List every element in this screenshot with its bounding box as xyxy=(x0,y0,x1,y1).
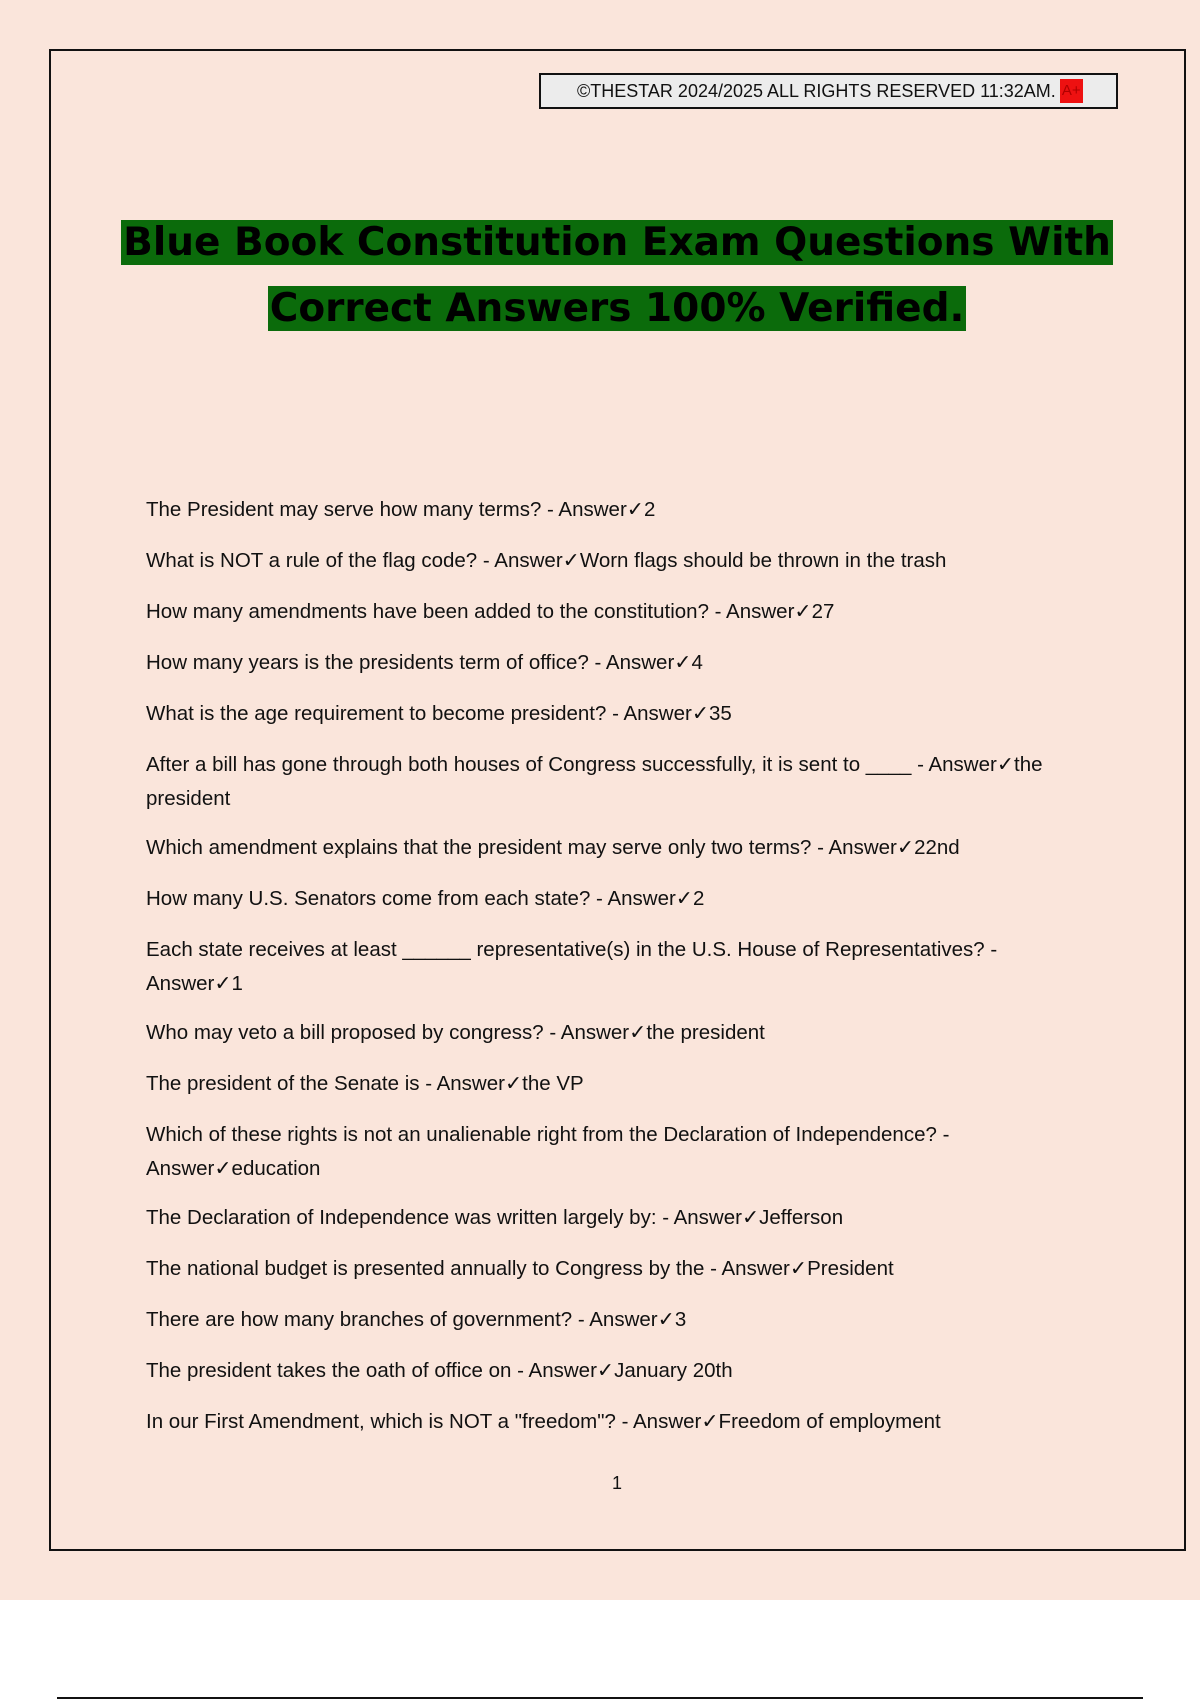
qa-answer: Worn flags should be thrown in the trash xyxy=(579,549,947,572)
qa-answer: President xyxy=(807,1257,894,1280)
check-mark-icon: ✓ xyxy=(504,1072,523,1095)
qa-question: The president of the Senate is - Answer xyxy=(146,1072,505,1095)
page-number: 1 xyxy=(611,1473,622,1493)
qa-item xyxy=(146,831,1046,865)
qa-answer: 35 xyxy=(709,702,732,725)
qa-question: How many years is the presidents term of office? - Answer xyxy=(146,651,675,674)
qa-item xyxy=(146,1354,1046,1388)
check-mark-icon: ✓ xyxy=(896,836,915,859)
qa-item xyxy=(146,1016,1046,1050)
qa-answer: the VP xyxy=(522,1072,584,1095)
check-mark-icon: ✓ xyxy=(789,1257,808,1280)
qa-item xyxy=(146,697,1046,731)
title-line-2: Correct Answers 100% Verified. xyxy=(269,286,965,331)
qa-item xyxy=(146,1252,1046,1286)
qa-question: Which of these rights is not an unalienable right from the Declaration of Independence? - Answer xyxy=(146,1123,950,1180)
qa-item xyxy=(146,1201,1046,1235)
qa-answer: January 20th xyxy=(614,1359,733,1382)
check-mark-icon: ✓ xyxy=(675,887,693,910)
qa-item xyxy=(146,544,1046,578)
grade-badge: A+ xyxy=(1060,79,1083,103)
qa-question: Which amendment explains that the president may serve only two terms? - Answer xyxy=(146,836,897,859)
qa-answer: Jefferson xyxy=(759,1206,844,1229)
qa-question: There are how many branches of government? - Answer xyxy=(146,1308,658,1331)
check-mark-icon: ✓ xyxy=(596,1359,615,1382)
check-mark-icon: ✓ xyxy=(214,972,232,995)
qa-question: Who may veto a bill proposed by congress? - Answer xyxy=(146,1021,630,1044)
check-mark-icon: ✓ xyxy=(629,1021,647,1044)
qa-answer: the president xyxy=(146,753,1043,810)
qa-answer: 3 xyxy=(674,1308,687,1331)
qa-list xyxy=(146,493,1046,1456)
qa-item xyxy=(146,646,1046,680)
qa-question: The president takes the oath of office on - Answer xyxy=(146,1359,597,1382)
qa-item xyxy=(146,595,1046,629)
document-title xyxy=(100,210,1134,342)
qa-item xyxy=(146,1067,1046,1101)
qa-question: How many U.S. Senators come from each state? - Answer xyxy=(146,887,676,910)
qa-item xyxy=(146,1118,1046,1186)
qa-answer: Freedom of employment xyxy=(718,1410,941,1433)
qa-question: The national budget is presented annually to Congress by the - Answer xyxy=(146,1257,790,1280)
check-mark-icon: ✓ xyxy=(674,651,692,674)
qa-answer: 2 xyxy=(643,498,656,521)
qa-item xyxy=(146,882,1046,916)
copyright-header xyxy=(539,73,1118,109)
check-mark-icon: ✓ xyxy=(794,600,812,623)
check-mark-icon: ✓ xyxy=(691,702,709,725)
check-mark-icon: ✓ xyxy=(996,753,1015,776)
bottom-divider xyxy=(57,1697,1143,1699)
check-mark-icon: ✓ xyxy=(626,498,644,521)
title-line-1: Blue Book Constitution Exam Questions With xyxy=(123,220,1111,265)
qa-question: What is NOT a rule of the flag code? - Answer xyxy=(146,549,563,572)
qa-item xyxy=(146,493,1046,527)
qa-question: What is the age requirement to become president? - Answer xyxy=(146,702,692,725)
check-mark-icon: ✓ xyxy=(562,549,580,572)
qa-answer: 27 xyxy=(811,600,835,623)
check-mark-icon: ✓ xyxy=(701,1410,719,1433)
qa-question: After a bill has gone through both houses of Congress successfully, it is sent to ____ - Answer xyxy=(146,753,997,776)
qa-answer: the president xyxy=(646,1021,765,1044)
qa-answer: 1 xyxy=(231,972,243,995)
qa-question: How many amendments have been added to the constitution? - Answer xyxy=(146,600,795,623)
check-mark-icon: ✓ xyxy=(741,1206,760,1229)
qa-answer: 4 xyxy=(691,651,703,674)
qa-answer: 2 xyxy=(692,887,705,910)
check-mark-icon: ✓ xyxy=(657,1308,675,1331)
qa-question: The President may serve how many terms? - Answer xyxy=(146,498,627,521)
qa-question: The Declaration of Independence was written largely by: - Answer xyxy=(146,1206,742,1229)
qa-item xyxy=(146,748,1046,816)
qa-question: Each state receives at least ______ representative(s) in the U.S. House of Representatives? - Answer xyxy=(146,938,998,995)
check-mark-icon: ✓ xyxy=(214,1157,232,1180)
qa-item xyxy=(146,1303,1046,1337)
qa-item xyxy=(146,933,1046,1001)
qa-item xyxy=(146,1405,1046,1439)
qa-question: In our First Amendment, which is NOT a "freedom"? - Answer xyxy=(146,1410,702,1433)
copyright-text: ©THESTAR 2024/2025 ALL RIGHTS RESERVED 11:32AM. xyxy=(577,80,1056,101)
qa-answer: education xyxy=(231,1157,321,1180)
qa-answer: 22nd xyxy=(914,836,960,859)
